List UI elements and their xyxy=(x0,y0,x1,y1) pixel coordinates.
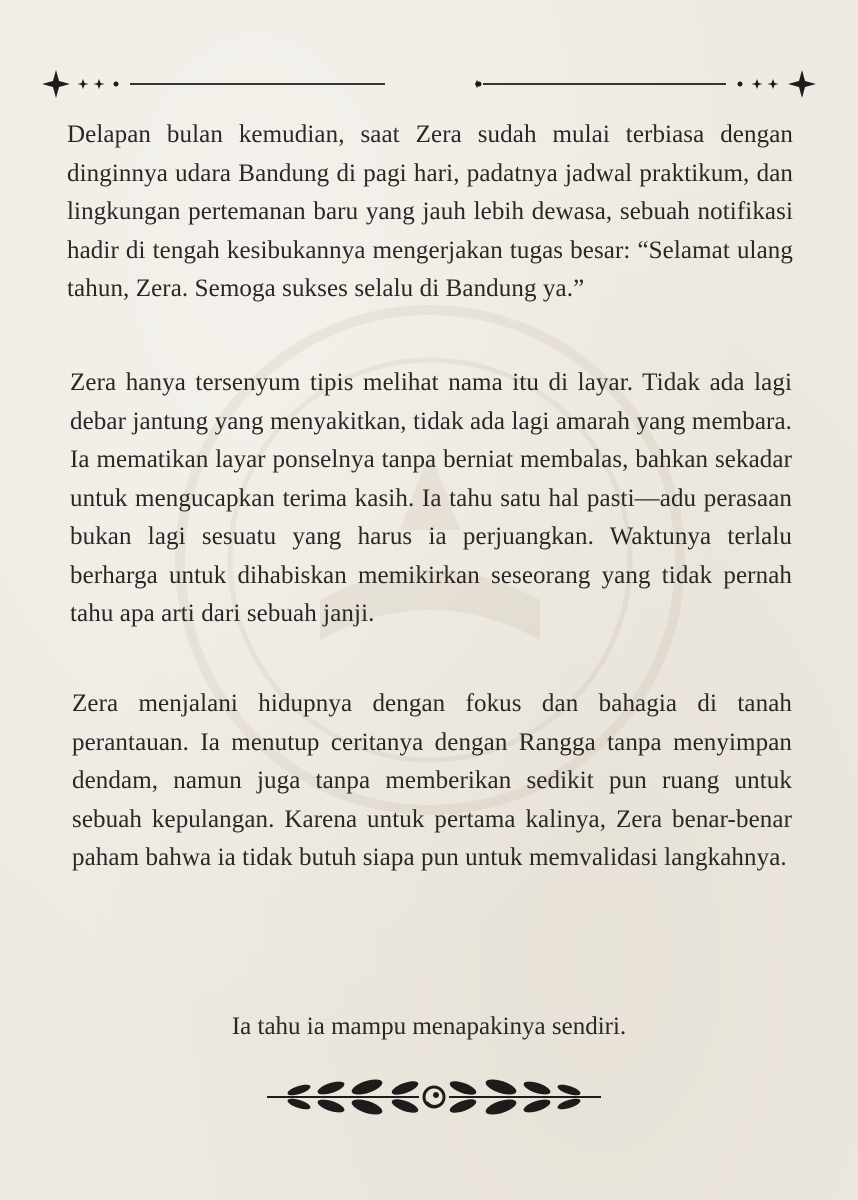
top-divider-icon xyxy=(0,60,858,120)
paragraph-2 xyxy=(70,364,792,634)
sparkle-icon xyxy=(94,79,105,89)
paragraph-text: Delapan bulan kemudian, saat Zera sudah mulai terbiasa dengan dinginnya udara Bandung di pagi hari, padatnya jadwal praktikum, dan lingkungan pertemanan baru yang jauh lebih dewasa, sebuah notifikasi hadir di tengah kesibukannya mengerjakan tugas besar: “Selamat ulang tahun, Zera. Semoga sukses selalu di Bandung ya.” xyxy=(67,121,793,302)
sparkle-icon xyxy=(768,79,779,89)
sparkle-icon xyxy=(752,79,763,89)
leaf-flourish-icon xyxy=(259,1072,609,1122)
sparkle-icon xyxy=(788,70,816,98)
closing-line: Ia tahu ia mampu menapakinya sendiri. xyxy=(231,1013,627,1040)
sparkle-icon xyxy=(78,79,89,89)
paragraph-text: Zera hanya tersenyum tipis melihat nama itu di layar. Tidak ada lagi debar jantung yang menyakitkan, tidak ada lagi amarah yang membara. Ia mematikan layar ponselnya tanpa berniat membalas, bahkan sekadar untuk mengucapkan terima kasih. Ia tahu satu hal pasti—adu perasaan bukan lagi sesuatu yang harus ia perjuangkan. Waktunya terlalu berharga untuk dihabiskan memikirkan seseorang yang tidak pernah tahu apa arti dari sebuah janji. xyxy=(70,369,792,627)
sparkle-icon xyxy=(42,70,70,98)
paragraph-3 xyxy=(72,685,792,878)
paragraph-1 xyxy=(67,116,793,309)
paragraph-text: Zera menjalani hidupnya dengan fokus dan bahagia di tanah perantauan. Ia menutup ceritanya dengan Rangga tanpa menyimpan dendam, namun juga tanpa memberikan sedikit pun ruang untuk sebuah kepulangan. Karena untuk pertama kalinya, Zera benar-benar paham bahwa ia tidak butuh siapa pun untuk memvalidasi langkahnya. xyxy=(72,690,792,871)
